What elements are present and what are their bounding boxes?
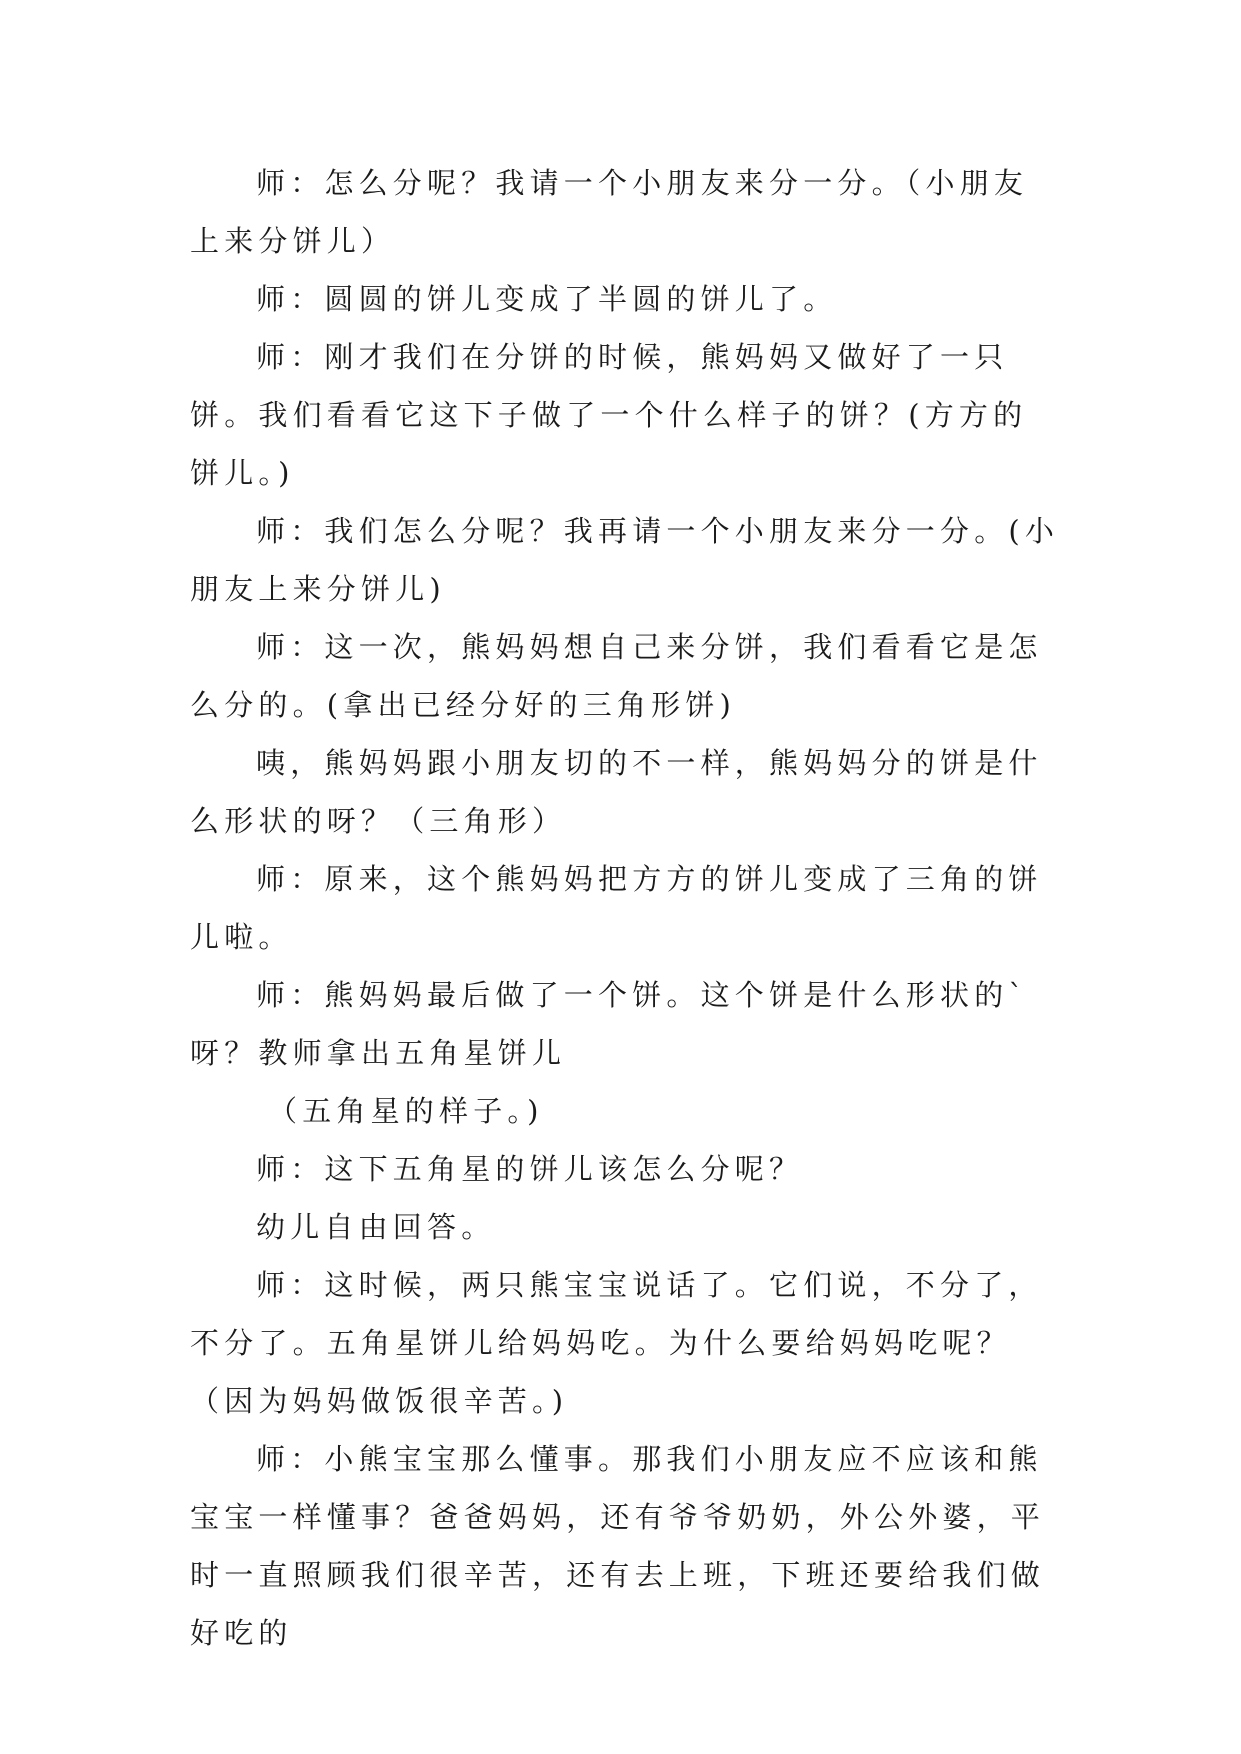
paragraph: 师：刚才我们在分饼的时候，熊妈妈又做好了一只饼。我们看看它这下子做了一个什么样子的饼？(方方的饼儿。) <box>190 340 1028 490</box>
paragraph: 师：这下五角星的饼儿该怎么分呢？ <box>256 1152 804 1186</box>
paragraph: 师：怎么分呢？我请一个小朋友来分一分。（小朋友上来分饼儿） <box>190 166 1029 258</box>
paragraph: 幼儿自由回答。 <box>256 1210 496 1244</box>
paragraph: 师：我们怎么分呢？我再请一个小朋友来分一分。(小朋友上来分饼儿) <box>190 514 1060 606</box>
paragraph: 师：这一次，熊妈妈想自己来分饼，我们看看它是怎么分的。(拿出已经分好的三角形饼) <box>190 630 1043 722</box>
paragraph: 咦，熊妈妈跟小朋友切的不一样，熊妈妈分的饼是什么形状的呀？（三角形） <box>190 746 1043 838</box>
paragraph: 师：小熊宝宝那么懂事。那我们小朋友应不应该和熊宝宝一样懂事？爸爸妈妈，还有爷爷奶奶，外公外婆，平时一直照顾我们很辛苦，还有去上班，下班还要给我们做好吃的 <box>190 1442 1046 1650</box>
paragraph: 师：原来，这个熊妈妈把方方的饼儿变成了三角的饼儿啦。 <box>190 862 1043 954</box>
paragraph: （五角星的样子。) <box>268 1094 544 1128</box>
document-body <box>190 154 1060 1662</box>
paragraph: 师：这时候，两只熊宝宝说话了。它们说，不分了，不分了。五角星饼儿给妈妈吃。为什么要给妈妈吃呢？（因为妈妈做饭很辛苦。) <box>190 1268 1043 1418</box>
paragraph: 师：熊妈妈最后做了一个饼。这个饼是什么形状的`呀？教师拿出五角星饼儿 <box>190 978 1029 1070</box>
paragraph: 师：圆圆的饼儿变成了半圆的饼儿了。 <box>256 282 838 316</box>
